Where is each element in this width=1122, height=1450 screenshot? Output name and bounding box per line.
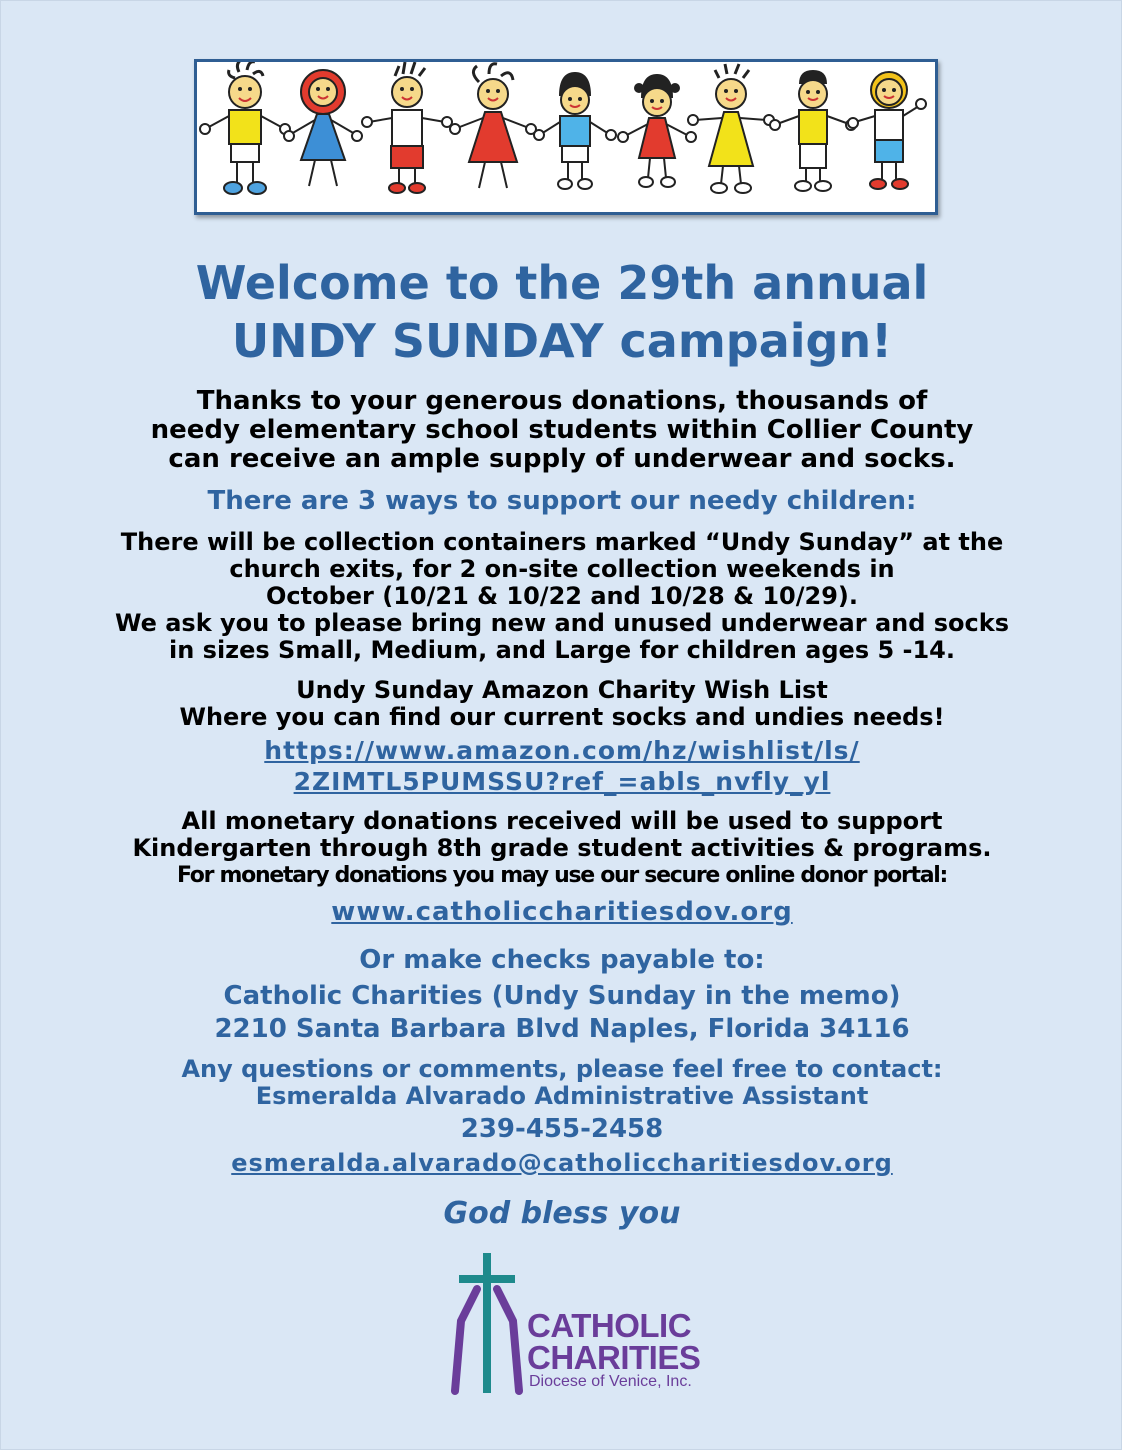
heading-line-1: Welcome to the 29th annual xyxy=(195,256,929,310)
catholic-charities-logo xyxy=(451,1251,701,1401)
logo-diocese: Diocese of Venice, Inc. xyxy=(529,1373,692,1390)
logo-catholic: CATHOLIC xyxy=(527,1307,692,1344)
intro-line-2: needy elementary school students within Collier County xyxy=(150,415,974,445)
collection-line-1: There will be collection containers marked “Undy Sunday” at the xyxy=(120,528,1004,556)
monetary-line-2: Kindergarten through 8th grade student activities & programs. xyxy=(132,834,992,862)
monetary-line-3: For monetary donations you may use our secure online donor portal: xyxy=(176,863,948,888)
child-1 xyxy=(200,62,290,194)
wishlist-title: Undy Sunday Amazon Charity Wish List xyxy=(296,676,828,704)
contact-line-1: Any questions or comments, please feel free to contact: xyxy=(181,1055,943,1083)
checks-line-3: 2210 Santa Barbara Blvd Naples, Florida 34116 xyxy=(214,1014,910,1044)
logo-charities: CHARITIES xyxy=(527,1339,701,1376)
children-banner xyxy=(194,59,938,215)
child-7 xyxy=(688,64,774,193)
contact-line-2: Esmeralda Alvarado Administrative Assistant xyxy=(255,1082,869,1110)
children-drawing xyxy=(197,62,935,212)
child-5 xyxy=(534,72,616,189)
collection-line-5: in sizes Small, Medium, and Large for children ages 5 -14. xyxy=(168,636,955,664)
ways-heading: There are 3 ways to support our needy children: xyxy=(207,486,917,516)
child-8 xyxy=(770,70,856,191)
wishlist-link-line-2[interactable]: 2ZIMTL5PUMSSU?ref_=abls_nvfly_yl xyxy=(293,767,831,796)
child-3 xyxy=(362,62,452,193)
heading-line-2: UNDY SUNDAY campaign! xyxy=(231,314,893,368)
child-9 xyxy=(848,72,926,189)
closing-blessing: God bless you xyxy=(443,1196,681,1231)
checks-line-1: Or make checks payable to: xyxy=(359,945,765,975)
intro-line-3: can receive an ample supply of underwear and socks. xyxy=(168,444,956,474)
monetary-line-1: All monetary donations received will be used to support xyxy=(181,807,943,835)
checks-line-2: Catholic Charities (Undy Sunday in the memo) xyxy=(223,981,901,1011)
intro-line-1: Thanks to your generous donations, thousands of xyxy=(196,386,928,416)
contact-email-link[interactable]: esmeralda.alvarado@catholiccharitiesdov.org xyxy=(231,1149,893,1177)
child-6 xyxy=(618,74,696,187)
collection-line-3: October (10/21 & 10/22 and 10/28 & 10/29). xyxy=(266,582,858,610)
donor-portal-link[interactable]: www.catholiccharitiesdov.org xyxy=(331,897,793,927)
wishlist-subtitle: Where you can find our current socks and undies needs! xyxy=(179,703,945,731)
child-4 xyxy=(450,64,536,188)
contact-phone: 239-455-2458 xyxy=(460,1114,664,1144)
collection-line-2: church exits, for 2 on-site collection weekends in xyxy=(229,555,895,583)
collection-line-4: We ask you to please bring new and unused underwear and socks xyxy=(114,609,1010,637)
child-2 xyxy=(284,70,362,186)
wishlist-link-line-1[interactable]: https://www.amazon.com/hz/wishlist/ls/ xyxy=(264,736,860,765)
